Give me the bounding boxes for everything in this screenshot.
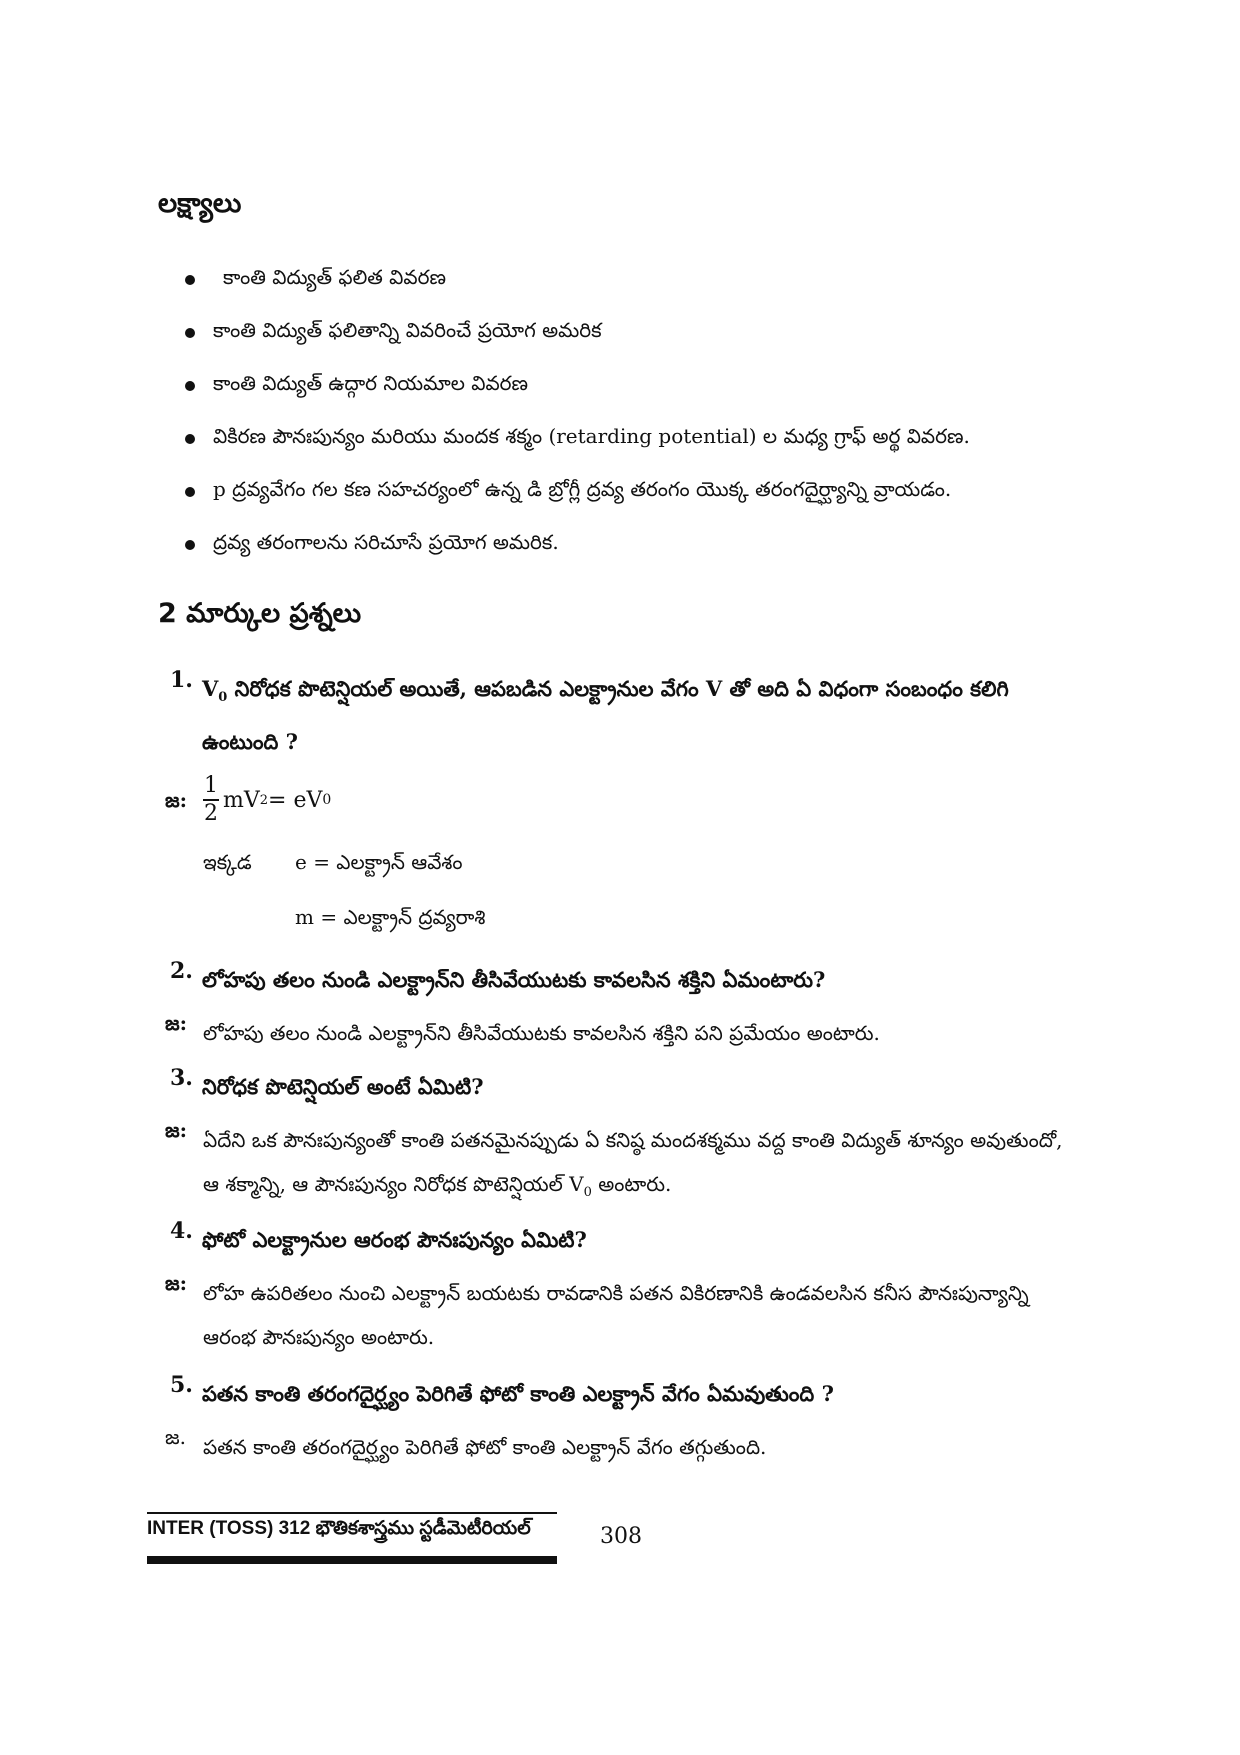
questions-heading: 2 మార్కుల ప్రశ్నలు (158, 598, 362, 629)
footer-title: INTER (TOSS) 312 భౌతికశాస్త్రము స్టడీమెటీరియల్ (147, 1518, 531, 1539)
objective-item: కాంతి విద్యుత్ ఉద్గార నియమాల వివరణ (185, 371, 1105, 400)
question-number: 2. (170, 958, 193, 984)
definition-e: e = ఎలక్ట్రాన్ ఆవేశం (295, 850, 463, 874)
question-text: నిరోధక పొటెన్షియల్ అంటే ఏమిటి? (202, 1074, 484, 1099)
question-number: 5. (170, 1372, 193, 1398)
objective-item: p ద్రవ్యవేగం గల కణ సహచర్యంలో ఉన్న డి బ్రోగ్లీ ద్రవ్య తరంగం యొక్క తరంగదైర్ఘ్యాన్ని వ్రాయడం. (185, 477, 1105, 506)
question-2 (170, 958, 1105, 1002)
question-5 (170, 1372, 1105, 1416)
question-4 (170, 1218, 1105, 1262)
objective-item: కాంతి విద్యుత్ ఫలిత వివరణ (185, 265, 1105, 294)
objective-item: వికిరణ పౌనఃపున్యం మరియు మందక శక్మం (retarding potential) ల మధ్య గ్రాఫ్ అర్థ వివరణ. (185, 424, 1105, 453)
question-text: పతన కాంతి తరంగదైర్ఘ్యం పెరిగితే ఫోటో కాంతి ఎలక్ట్రాన్ వేగం ఏమవుతుంది ? (202, 1381, 834, 1406)
footer-top-rule (147, 1512, 557, 1514)
objectives-heading: లక్ష్యాలు (158, 188, 242, 219)
question-text: లోహపు తలం నుండి ఎలక్ట్రాన్‌ని తీసివేయుటకు కావలసిన శక్తిని ఏమంటారు? (202, 967, 826, 992)
question-number: 1. (170, 667, 193, 693)
bullet-icon (185, 487, 195, 497)
fraction: $\frac{1}{2}$ (204, 773, 218, 826)
answer-text: పతన కాంతి తరంగదైర్ఘ్యం పెరిగితే ఫోటో కాంతి ఎలక్ట్రాన్ వేగం తగ్గుతుంది. (203, 1435, 767, 1459)
question-3 (170, 1065, 1105, 1109)
answer-label: జ: (165, 1011, 188, 1035)
answer-text: లోహ ఉపరితలం నుంచి ఎలక్ట్రాన్ బయటకు రావడానికి పతన వికిరణానికి ఉండవలసిన కనీస పౌనఃపున్యాన్ని ఆరంభ పౌనఃపున్యం అంటారు. (203, 1281, 1029, 1349)
answer-2 (165, 1011, 1105, 1055)
answer-text: ఏదేని ఒక పౌనఃపున్యంతో కాంతి పతనమైనప్పుడు ఏ కనిష్ఠ మందశక్మము వద్ద కాంతి విద్యుత్ శూన్యం అవుతుందో, ఆ శక్మాన్ని, ఆ పౌనఃపున్యం నిరోధక పొటెన్షియల్ $V_0$ అంటారు. (203, 1128, 1063, 1200)
question-number: 4. (170, 1218, 193, 1244)
answer-label: జ: (165, 788, 188, 812)
footer-bottom-rule (147, 1556, 557, 1564)
bullet-icon (185, 275, 195, 285)
bullet-icon (185, 381, 195, 391)
question-number: 3. (170, 1065, 193, 1091)
definition-m: m = ఎలక్ట్రాన్ ద్రవ్యరాశి (295, 905, 486, 929)
where-label: ఇక్కడ (203, 850, 252, 874)
question-text: $V_0$ నిరోధక పొటెన్షియల్ అయితే, ఆపబడిన ఎలక్ట్రానుల వేగం V తో అది ఏ విధంగా సంబంధం కలిగి ఉంటుంది ? (202, 676, 1009, 755)
page-number: 308 (600, 1524, 642, 1549)
answer-3 (165, 1118, 1105, 1215)
answer-label: జ: (165, 1118, 188, 1142)
objective-item: ద్రవ్య తరంగాలను సరిచూసే ప్రయోగ అమరిక. (185, 530, 1105, 559)
answer-4 (165, 1271, 1105, 1359)
answer-text: లోహపు తలం నుండి ఎలక్ట్రాన్‌ని తీసివేయుటకు కావలసిన శక్తిని పని ప్రమేయం అంటారు. (203, 1021, 880, 1045)
answer-label: జ. (165, 1425, 186, 1449)
bullet-icon (185, 540, 195, 550)
answer-5 (165, 1425, 1105, 1469)
bullet-icon (185, 434, 195, 444)
answer-1 (165, 770, 1105, 830)
equation: $\frac{1}{2}$ mV 2 = eV 0 (204, 773, 332, 826)
question-1 (170, 667, 1105, 764)
objective-item: కాంతి విద్యుత్ ఫలితాన్ని వివరించే ప్రయోగ అమరిక (185, 318, 1105, 347)
answer-label: జ: (165, 1271, 188, 1295)
question-text: ఫోటో ఎలక్ట్రానుల ఆరంభ పౌనఃపున్యం ఏమిటి? (202, 1227, 587, 1252)
bullet-icon (185, 328, 195, 338)
